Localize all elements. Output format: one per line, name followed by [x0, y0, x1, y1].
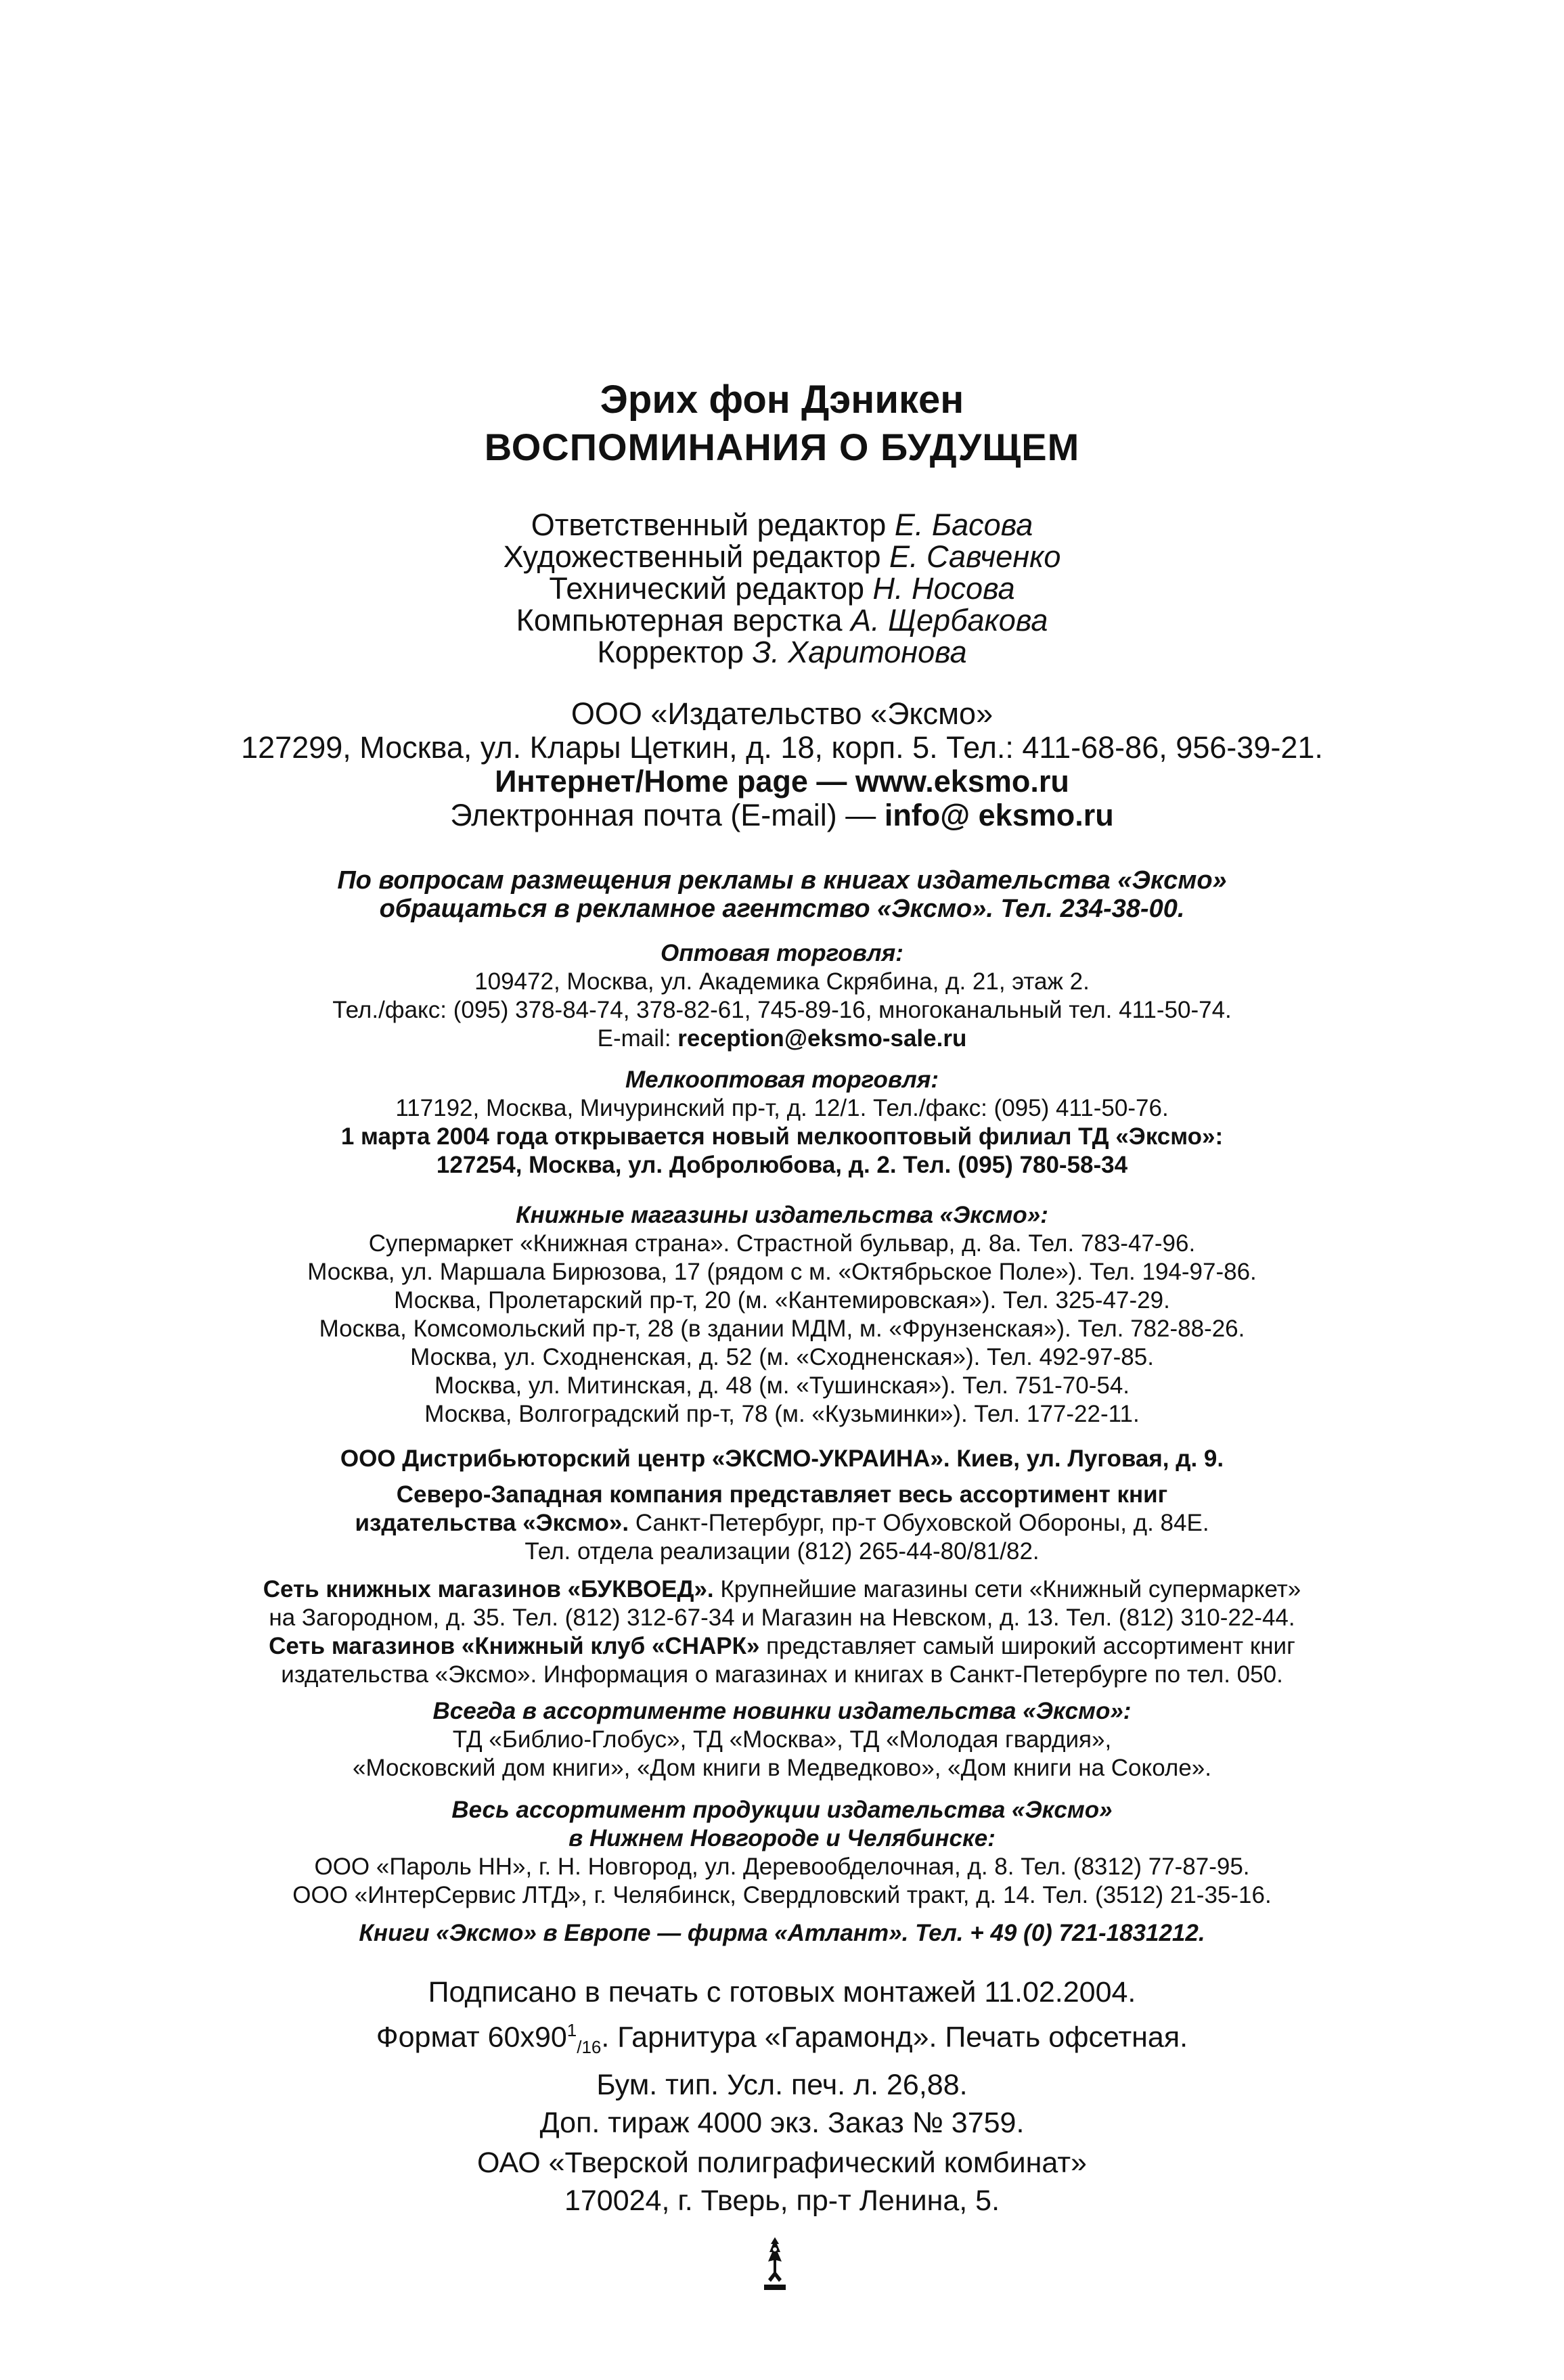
credit-role: Ответственный редактор	[531, 508, 887, 542]
wholesale-heading: Оптовая торговля:	[661, 940, 903, 966]
store-item: Москва, Комсомольский пр-т, 28 (в здании МДМ, м. «Фрунзенская»). Тел. 782-88-26.	[319, 1316, 1245, 1342]
publisher-website: Интернет/Home page — www.eksmo.ru	[495, 764, 1069, 799]
credit-line	[0, 541, 1564, 572]
format-sub: /16	[577, 2036, 602, 2057]
printer-info	[0, 2144, 1564, 2220]
credit-name: А. Щербакова	[851, 603, 1048, 637]
regions-heading-2: в Нижнем Новгороде и Челябинске:	[568, 1825, 996, 1851]
email-value: info@ eksmo.ru	[884, 798, 1114, 832]
snark-rest: представляет самый широкий ассортимент книг	[759, 1633, 1295, 1659]
new-branch-line-2: 127254, Москва, ул. Добролюбова, д. 2. Тел. (095) 780-58-34	[436, 1152, 1128, 1178]
advert-line-2: обращаться в рекламное агентство «Эксмо». Тел. 234-38-00.	[379, 895, 1185, 923]
europe-line: Книги «Эксмо» в Европе — фирма «Атлант». Тел. + 49 (0) 721-1831212.	[359, 1920, 1205, 1946]
printer-name: ОАО «Тверской полиграфический комбинат»	[477, 2147, 1087, 2179]
snark-line-2: издательства «Эксмо». Информация о магазинах и книгах в Санкт-Петербурге по тел. 050.	[281, 1661, 1283, 1688]
credit-line	[0, 572, 1564, 604]
store-item: Москва, Волгоградский пр-т, 78 (м. «Кузьминки»). Тел. 177-22-11.	[424, 1401, 1140, 1427]
credit-role: Корректор	[597, 635, 744, 669]
credit-role: Технический редактор	[549, 571, 864, 606]
always-line-1: ТД «Библио-Глобус», ТД «Москва», ТД «Молодая гвардия»,	[452, 1726, 1112, 1753]
bukvoed-line-1	[0, 1575, 1564, 1604]
publisher-emblem-icon	[755, 2235, 795, 2295]
book-header	[0, 376, 1564, 471]
wholesale-phones: Тел./факс: (095) 378-84-74, 378-82-61, 745-89-16, многоканальный тел. 411-50-74.	[332, 997, 1232, 1023]
bukvoed-section	[0, 1575, 1564, 1632]
wholesale-email	[0, 1025, 1564, 1053]
northwest-line-1: Северо-Западная компания представляет весь ассортимент книг	[396, 1481, 1168, 1508]
stores-heading: Книжные магазины издательства «Эксмо»:	[516, 1202, 1048, 1228]
author-name: Эрих фон Дэникен	[600, 378, 964, 422]
bukvoed-rest: Крупнейшие магазины сети «Книжный супермаркет»	[713, 1576, 1301, 1602]
bukvoed-bold: Сеть книжных магазинов «БУКВОЕД».	[263, 1576, 714, 1602]
northwest-section	[0, 1481, 1564, 1566]
printer-address: 170024, г. Тверь, пр-т Ленина, 5.	[564, 2184, 1000, 2217]
store-item: Москва, Пролетарский пр-т, 20 (м. «Кантемировская»). Тел. 325-47-29.	[394, 1287, 1170, 1314]
regions-line-1: ООО «Пароль НН», г. Н. Новгород, ул. Деревообделочная, д. 8. Тел. (8312) 77-87-95.	[314, 1854, 1250, 1880]
store-item: Москва, ул. Сходненская, д. 52 (м. «Сходненская»). Тел. 492-97-85.	[410, 1344, 1154, 1370]
always-heading: Всегда в ассортименте новинки издательства «Эксмо»:	[432, 1698, 1132, 1724]
always-section	[0, 1697, 1564, 1782]
credit-line	[0, 636, 1564, 668]
snark-bold: Сеть магазинов «Книжный клуб «СНАРК»	[269, 1633, 760, 1659]
always-line-2: «Московский дом книги», «Дом книги в Медведково», «Дом книги на Соколе».	[353, 1755, 1211, 1781]
store-item: Москва, ул. Митинская, д. 48 (м. «Тушинская»). Тел. 751-70-54.	[434, 1372, 1130, 1399]
stores-section	[0, 1201, 1564, 1429]
snark-section	[0, 1632, 1564, 1689]
store-item: Москва, ул. Маршала Бирюзова, 17 (рядом с м. «Октябрьское Поле»). Тел. 194-97-86.	[307, 1259, 1257, 1285]
ukraine-line: ООО Дистрибьюторский центр «ЭКСМО-УКРАИНА». Киев, ул. Луговая, д. 9.	[340, 1445, 1224, 1472]
regions-section	[0, 1796, 1564, 1910]
publisher-email	[0, 799, 1564, 832]
wholesale-address: 109472, Москва, ул. Академика Скрябина, д. 21, этаж 2.	[474, 968, 1090, 995]
credit-name: З. Харитонова	[752, 635, 967, 669]
credits-list	[0, 509, 1564, 668]
small-wholesale-section	[0, 1066, 1564, 1180]
store-item: Супермаркет «Книжная страна». Страстной бульвар, д. 8а. Тел. 783-47-96.	[368, 1230, 1196, 1257]
email-label: Электронная почта (E-mail) —	[450, 798, 876, 832]
format-post: . Гарнитура «Гарамонд». Печать офсетная.	[601, 2021, 1188, 2054]
credit-name: Е. Савченко	[889, 539, 1061, 574]
format-line	[0, 2011, 1564, 2066]
printing-info	[0, 1973, 1564, 2142]
ukraine-distributor	[0, 1445, 1564, 1473]
credit-role: Компьютерная верстка	[516, 603, 843, 637]
publisher-address: 127299, Москва, ул. Клары Цеткин, д. 18, корп. 5. Тел.: 411-68-86, 956-39-21.	[241, 730, 1323, 765]
credit-name: Е. Басова	[894, 508, 1033, 542]
book-title: ВОСПОМИНАНИЯ О БУДУЩЕМ	[484, 426, 1080, 468]
paper-line: Бум. тип. Усл. печ. л. 26,88.	[596, 2068, 968, 2101]
format-pre: Формат 60х90	[376, 2021, 567, 2054]
run-line: Доп. тираж 4000 экз. Заказ № 3759.	[539, 2106, 1025, 2139]
format-sup: 1	[566, 2020, 577, 2040]
credit-line	[0, 604, 1564, 636]
email-label: E-mail:	[597, 1025, 671, 1052]
snark-line-1	[0, 1632, 1564, 1661]
regions-line-2: ООО «ИнтерСервис ЛТД», г. Челябинск, Свердловский тракт, д. 14. Тел. (3512) 21-35-16.	[292, 1882, 1272, 1908]
credit-line	[0, 509, 1564, 541]
publisher-info	[0, 697, 1564, 832]
wholesale-section	[0, 939, 1564, 1053]
email-value: reception@eksmo-sale.ru	[677, 1025, 967, 1052]
regions-heading-1: Весь ассортимент продукции издательства «Эксмо»	[451, 1797, 1113, 1823]
northwest-rest: Санкт-Петербург, пр-т Обуховской Обороны, д. 84Е.	[629, 1510, 1209, 1536]
credit-name: Н. Носова	[872, 571, 1015, 606]
northwest-line-3: Тел. отдела реализации (812) 265-44-80/81/82.	[524, 1538, 1040, 1565]
northwest-bold: издательства «Эксмо».	[355, 1510, 629, 1536]
bukvoed-line-2: на Загородном, д. 35. Тел. (812) 312-67-34 и Магазин на Невском, д. 13. Тел. (812) 310-22-44.	[269, 1604, 1295, 1631]
small-wholesale-address: 117192, Москва, Мичуринский пр-т, д. 12/1. Тел./факс: (095) 411-50-76.	[395, 1095, 1169, 1121]
advert-line-1: По вопросам размещения рекламы в книгах издательства «Эксмо»	[337, 866, 1227, 895]
advertising-note	[0, 866, 1564, 923]
signed-line: Подписано в печать с готовых монтажей 11.02.2004.	[428, 1976, 1136, 2008]
northwest-line-2	[0, 1509, 1564, 1537]
publisher-name: ООО «Издательство «Эксмо»	[571, 696, 993, 731]
new-branch-line-1: 1 марта 2004 года открывается новый мелкооптовый филиал ТД «Эксмо»:	[340, 1123, 1224, 1150]
credit-role: Художественный редактор	[503, 539, 881, 574]
europe-section	[0, 1919, 1564, 1948]
small-wholesale-heading: Мелкооптовая торговля:	[625, 1066, 939, 1093]
